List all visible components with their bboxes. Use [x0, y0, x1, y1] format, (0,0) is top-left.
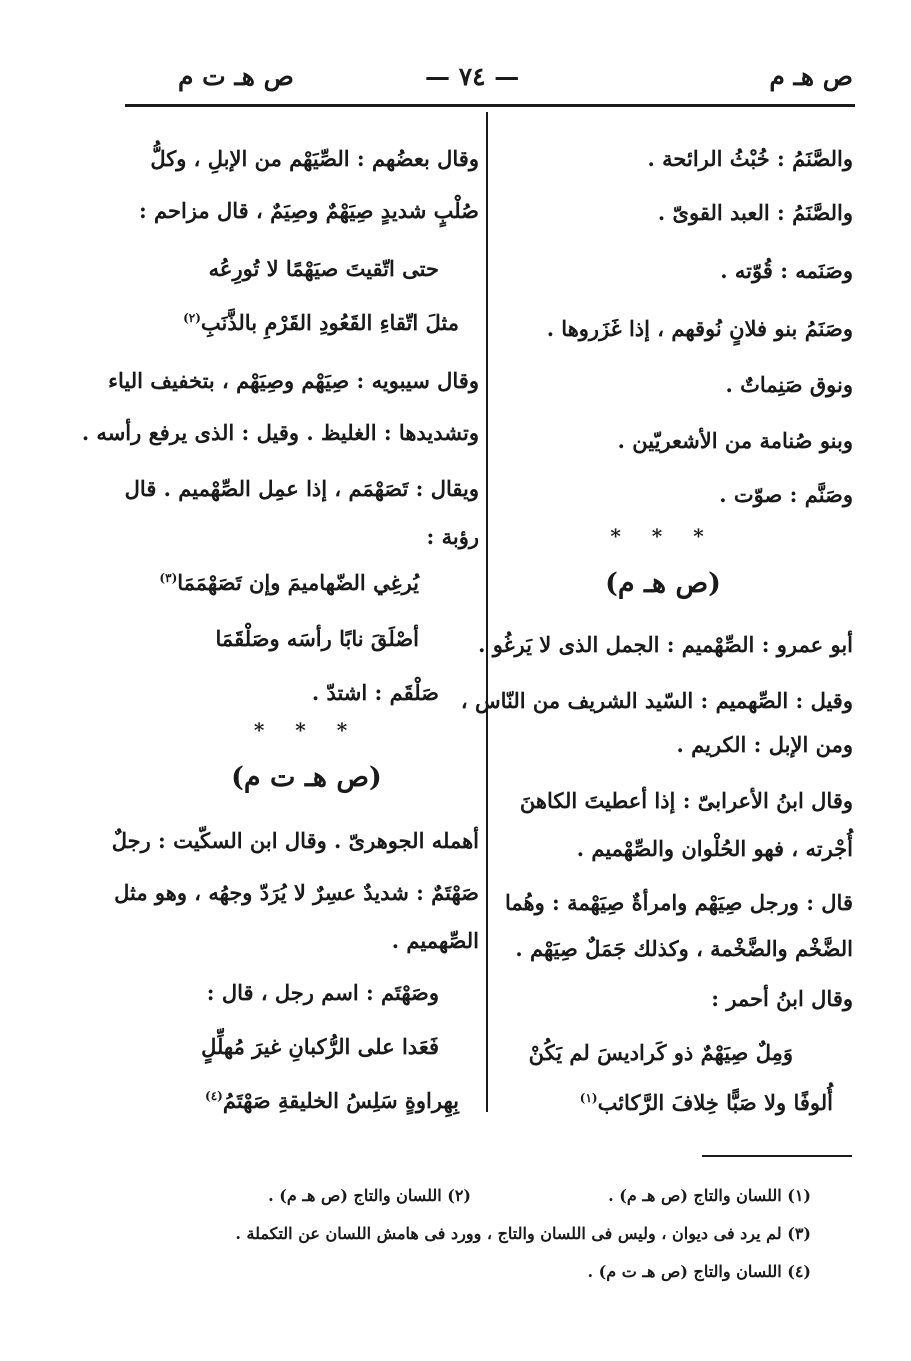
footnote: (٣) لم يرد فى ديوان ، وليس فى اللسان والتاج ، وورد فى هامش اللسان عن التكملة .: [235, 1224, 811, 1243]
entry-line: صَهْتَمٌ : شديدٌ عسِرٌ لا يُرَدّ وجهُه ، وهو مثل: [114, 880, 479, 905]
entry-line: أبو عمرو : الصِّهْميم : الجمل الذى لا يَرغُو .: [478, 632, 853, 657]
entry-line: الضَّخْم والضَّخْمة ، وكذلك جَمَلٌ صِيَهْم .: [515, 936, 853, 961]
entry-line: وقال ابنُ أحمر :: [711, 986, 853, 1011]
entry-line: وقيل : الصِّهميم : السّيد الشريف من النّاس ،: [460, 688, 853, 713]
section-heading: (ص هـ م): [605, 568, 721, 599]
entry-line: قال : ورجل صِيَهْم وامرأةٌ صِيَهْمة : وهُما: [504, 890, 853, 915]
header-root-left: ص هـ ت م: [178, 62, 294, 91]
entry-line: وصَهْتَم : اسم رجل ، قال :: [206, 980, 439, 1005]
entry-line: الصِّهميم .: [391, 928, 479, 953]
verse-line: فَعَدا على الرُّكبانِ غيرَ مُهلِّلٍ: [201, 1034, 439, 1059]
entry-line: صَلْقَم : اشتدّ .: [311, 680, 439, 705]
verse-line: يُرغِي الضّهاميمَ وإن تَصَهْمَمَا$^{(٣)}$: [159, 570, 419, 595]
entry-line: والصَّنَمُ : العبد القوىّ .: [657, 200, 853, 225]
footnote: (١) اللسان والتاج (ص هـ م) .: [608, 1186, 811, 1205]
entry-line: وصَنَّم : صوّت .: [719, 482, 853, 507]
entry-line: ومن الإبل : الكريم .: [676, 732, 853, 757]
entry-line: رؤبة :: [426, 524, 479, 549]
footnote: (٢) اللسان والتاج (ص هـ م) .: [268, 1186, 471, 1205]
verse-line: أصْلَقَ نابًا رأسَه وصَلْقَمَا: [215, 626, 419, 651]
section-separator: * * *: [610, 524, 716, 548]
entry-line: صُلْبٍ شديدٍ صِيَهْمٌ وصِيَمٌ ، قال مزاحم :: [138, 198, 479, 223]
entry-line: أهمله الجوهرىّ . وقال ابن السكّيت : رجلٌ: [111, 828, 479, 853]
footnote-marker: (٤): [205, 1089, 223, 1103]
entry-line: وصَنَمُ بنو فلانٍ نُوقهم ، إذا غَزَروها .: [546, 316, 853, 341]
entry-line: وقال سيبويه : صِيَهْم وصِيَهْم ، بتخفيف الياء: [108, 368, 479, 393]
entry-line: ونوق صَنِماتٌ .: [725, 372, 853, 397]
footnote-marker: (٢): [183, 311, 201, 325]
verse-line: مثلَ اتّقاءِ القَعُودِ القَرْمِ بالذَّنَبِ$^{(٢)}$: [183, 310, 459, 335]
entry-line: والصَّنَمُ : خُبْثُ الرائحة .: [647, 146, 853, 171]
column-divider: [486, 112, 488, 1112]
footnote-rule: [702, 1155, 852, 1157]
header-root-right: ص هـ م: [769, 62, 853, 91]
header-rule: [125, 104, 855, 107]
entry-line: وبنو صُنامة من الأشعريّين .: [617, 428, 853, 453]
footnote-marker: (١): [579, 1091, 598, 1105]
section-heading: (ص هـ ت م): [231, 762, 382, 793]
entry-line: وقال بعضُهم : الصِّيَهْم من الإبلِ ، وكلُّ: [150, 146, 479, 171]
verse-line: حتى اتّقيتَ صيَهْمًا لا تُورِعُه: [208, 256, 439, 281]
section-separator: * * *: [253, 718, 360, 742]
page-number: — ٧٤ —: [425, 62, 520, 91]
verse-line: بِهِراوةٍ سَلِسُ الخليقةِ صَهْتَمُ$^{(٤)}$: [205, 1088, 459, 1113]
verse-line: وَمِلٌ صِيَهْمٌ ذو كَراديسَ لم يَكُنْ: [528, 1040, 793, 1065]
footnote-marker: (٣): [159, 571, 178, 585]
footnote: (٤) اللسان والتاج (ص هـ ت م) .: [587, 1262, 811, 1281]
entry-line: وصَنَمه : قُوّته .: [720, 258, 853, 283]
entry-line: أُجْرته ، فهو الحُلْوان والصِّهْميم .: [576, 836, 853, 861]
entry-line: وقال ابنُ الأعرابىّ : إذا أعطيتَ الكاهنَ: [519, 788, 853, 813]
verse-line: أُلوفًا ولا صَبًّا خِلافَ الرَّكائب$^{(١)}$: [579, 1090, 833, 1115]
entry-line: وتشديدها : الغليظ . وقيل : الذى يرفع رأسه .: [81, 420, 479, 445]
entry-line: ويقال : تَصَهْمَم ، إذا عمِل الصِّهْميم . قال: [124, 476, 479, 501]
